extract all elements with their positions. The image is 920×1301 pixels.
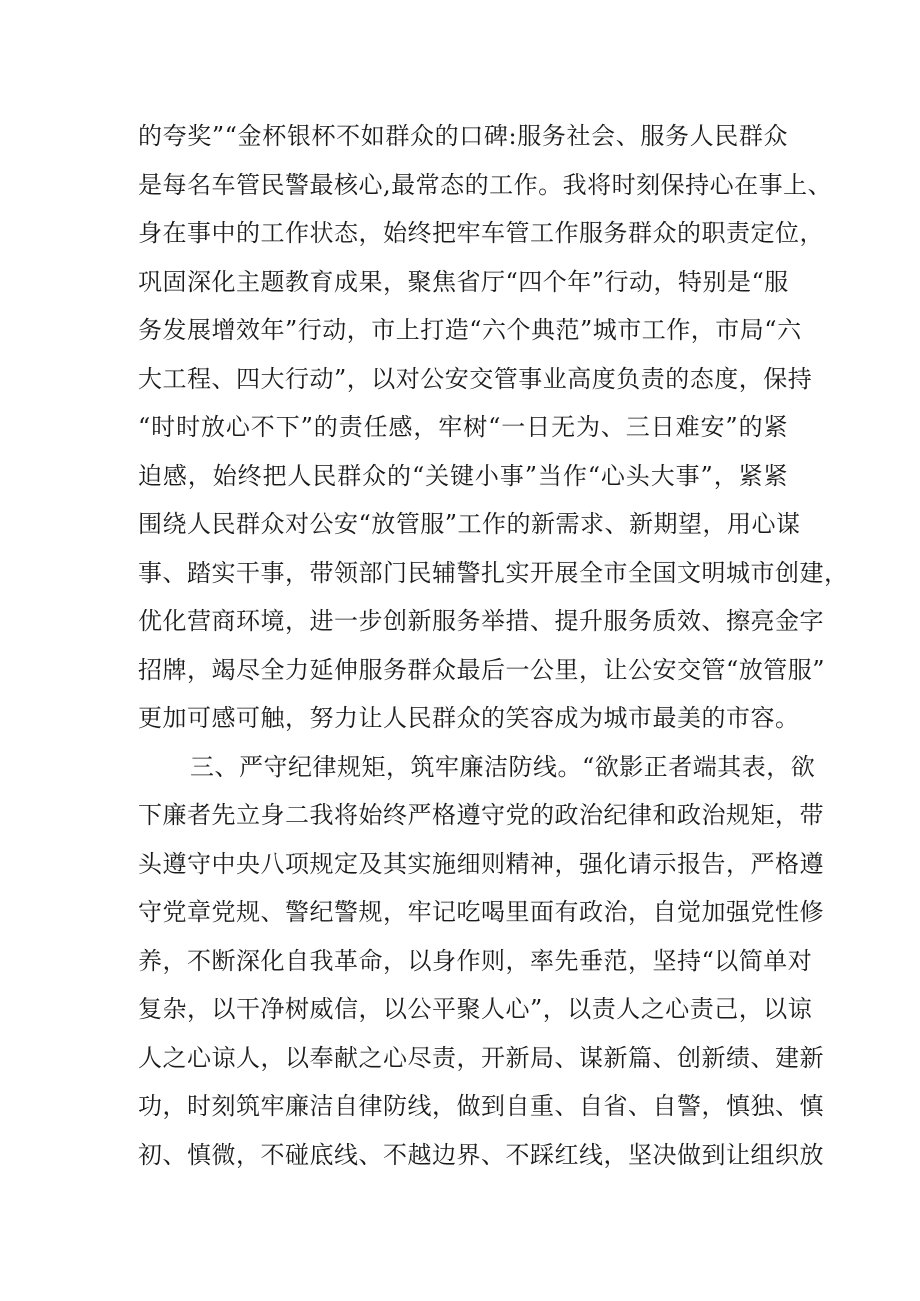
text-line: 的夸奖”“金杯银杯不如群众的口碑:服务社会、服务人民群众 bbox=[138, 122, 788, 150]
document-body bbox=[138, 112, 849, 1179]
text-line: 守党章党规、警纪警规，牢记吃喝里面有政治，自觉加强党性修 bbox=[138, 898, 824, 926]
text-line: 复杂，以干净树威信，以公平聚人心”，以责人之心责己，以谅 bbox=[138, 995, 813, 1023]
text-line: 功，时刻筑牢廉洁自律防线，做到自重、自省、自警，慎独、慎 bbox=[138, 1092, 824, 1120]
text-line: “时时放心不下”的责任感，牢树“一日无为、三日难安”的紧 bbox=[138, 413, 788, 441]
paragraph-2 bbox=[138, 743, 824, 1180]
text-line: 初、慎微，不碰底线、不越边界、不踩红线，坚决做到让组织放 bbox=[138, 1140, 824, 1169]
text-line: 下廉者先立身二我将始终严格遵守党的政治纪律和政治规矩，带 bbox=[138, 801, 824, 829]
text-line: 养，不断深化自我革命，以身作则，率先垂范，坚持“以简单对 bbox=[138, 946, 813, 975]
text-line: 招牌，竭尽全力延伸服务群众最后一公里，让公安交管“放管服” bbox=[138, 655, 826, 684]
text-line: 优化营商环境，进一步创新服务举措、提升服务质效、擦亮金字 bbox=[138, 607, 824, 635]
text-line: 身在事中的工作状态，始终把牢车管工作服务群众的职责定位， bbox=[138, 219, 824, 247]
text-line: 更加可感可触，努力让人民群众的笑容成为城市最美的市容。 bbox=[138, 704, 800, 732]
text-line: 事、踏实干事，带领部门民辅警扎实开展全市全国文明城市创建， bbox=[138, 558, 849, 587]
text-line: 务发展增效年”行动，市上打造“六个典范”城市工作，市局“六 bbox=[138, 316, 802, 344]
text-line: 是每名车管民警最核心,最常态的工作。我将时刻保持心在事上、 bbox=[138, 170, 833, 199]
text-line: 三、严守纪律规矩，筑牢廉洁防线。“欲影正者端其表，欲 bbox=[190, 752, 816, 781]
text-line: 头遵守中央八项规定及其实施细则精神，强化请示报告，严格遵 bbox=[138, 849, 824, 878]
text-line: 大工程、四大行动”，以对公安交管事业高度负责的态度，保持 bbox=[138, 364, 813, 393]
paragraph-1 bbox=[138, 112, 849, 743]
text-line: 围绕人民群众对公安“放管服”工作的新需求、新期望，用心谋 bbox=[138, 510, 801, 538]
text-line: 人之心谅人，以奉献之心尽责，开新局、谋新篇、创新绩、建新 bbox=[138, 1043, 824, 1072]
text-line: 迫感，始终把人民群众的“关键小事”当作“心头大事”，紧紧 bbox=[138, 461, 788, 490]
text-line: 巩固深化主题教育成果，聚焦省厅“四个年”行动，特别是“服 bbox=[138, 267, 789, 296]
